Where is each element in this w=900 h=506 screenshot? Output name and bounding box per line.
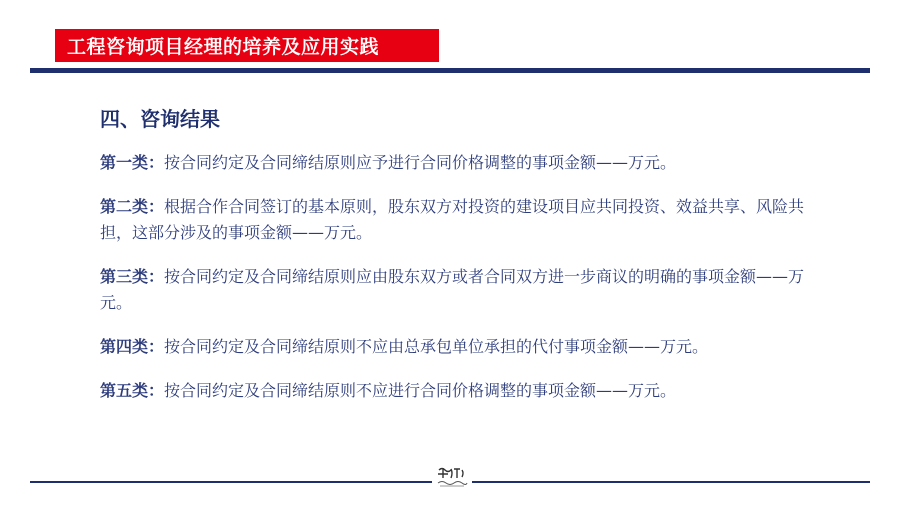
seal-logo-icon [432,462,472,492]
result-list [100,150,830,422]
result-item-2 [100,194,830,246]
result-item-5 [100,378,830,404]
result-item-4 [100,334,830,360]
result-item-label: 第二类： [100,197,165,216]
result-item-1 [100,150,830,176]
result-item-3 [100,264,830,316]
title-banner [55,29,439,62]
result-item-label: 第三类： [100,267,165,286]
result-item-text: 按合同约定及合同缔结原则不应由总承包单位承担的代付事项金额——万元。 [164,337,709,356]
slide-title: 工程咨询项目经理的培养及应用实践 [67,36,380,58]
result-item-label: 第四类： [100,337,165,356]
result-item-text: 按合同约定及合同缔结原则应予进行合同价格调整的事项金额——万元。 [164,153,677,172]
header-divider [30,68,870,73]
result-item-text: 按合同约定及合同缔结原则应由股东双方或者合同双方进一步商议的明确的事项金额——万元。 [100,267,805,312]
result-item-text: 根据合作合同签订的基本原则，股东双方对投资的建设项目应共同投资、效益共享、风险共担，这部分涉及的事项金额——万元。 [100,197,805,242]
section-heading: 四、咨询结果 [100,107,220,131]
result-item-label: 第一类： [100,153,165,172]
result-item-label: 第五类： [100,381,165,400]
result-item-text: 按合同约定及合同缔结原则不应进行合同价格调整的事项金额——万元。 [164,381,677,400]
